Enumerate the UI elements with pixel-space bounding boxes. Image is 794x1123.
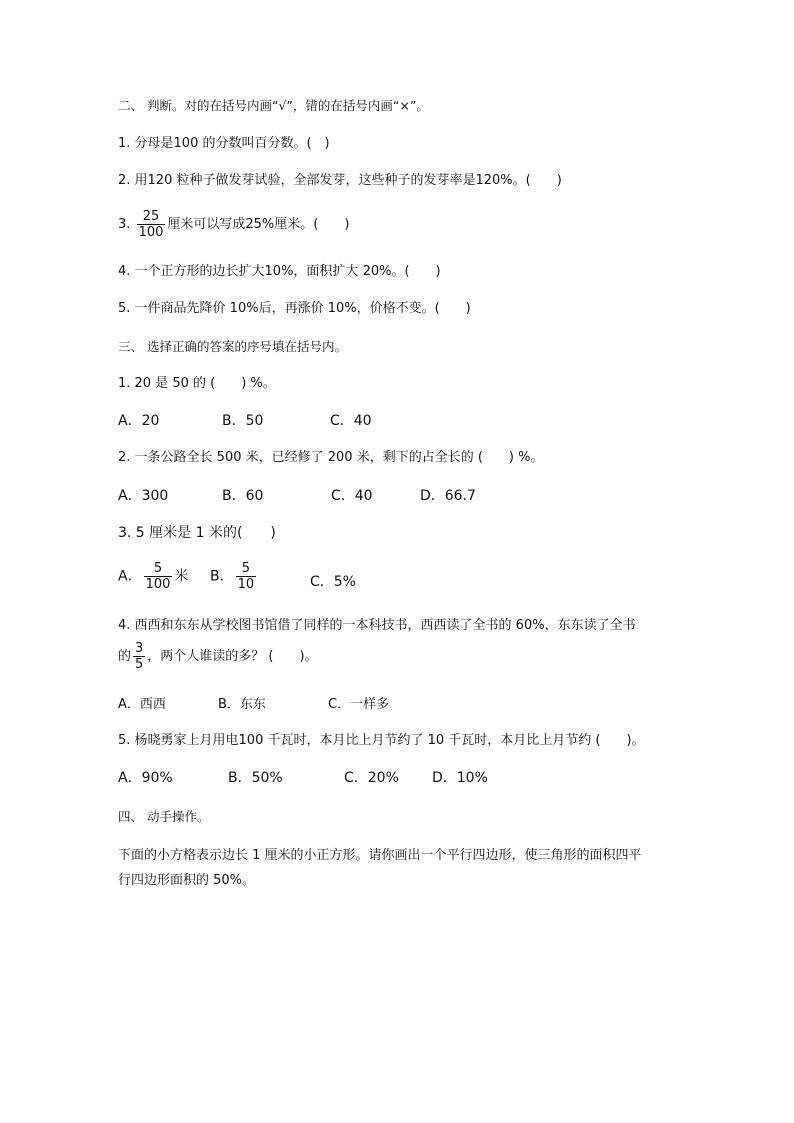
operation-line1: 下面的小方格表示边长 1 厘米的小正方形。请你画出一个平行四边形，使三角形的面积四平 (118, 848, 642, 863)
option-d: D．10% (432, 770, 488, 786)
section-3-title: 三、 选择正确的答案的序号填在括号内。 (118, 339, 347, 354)
option-c: C．40 (331, 488, 373, 504)
option-b (210, 562, 258, 591)
option-a (118, 562, 188, 591)
choice-q4-line2 (118, 642, 318, 671)
judge-q3-prefix: 3. (118, 217, 135, 233)
choice-q1: 1. 20 是 50 的 ( ) %。 (118, 376, 276, 391)
option-a-prefix: A． (118, 568, 142, 585)
fraction-numerator: 25 (142, 209, 160, 224)
section-4-title: 四、 动手操作。 (118, 809, 210, 824)
option-a: A．西西 (118, 697, 166, 712)
fraction-denominator: 100 (138, 224, 164, 240)
option-b: B．60 (222, 488, 264, 504)
option-a: A．20 (118, 413, 160, 429)
fraction-numerator: 3 (135, 641, 144, 656)
operation-line2: 行四边形面积的 50%。 (118, 873, 256, 888)
option-b-prefix: B． (210, 568, 234, 585)
fraction-numerator: 5 (153, 561, 163, 576)
option-a: A．90% (118, 770, 173, 786)
choice-q4-line1: 4. 西西和东东从学校图书馆借了同样的一本科技书，西西读了全书的 60%，东东读了全书 (118, 618, 636, 633)
fraction-25-100 (137, 210, 166, 239)
fraction-denominator: 5 (135, 656, 144, 672)
option-b: B．东东 (218, 697, 266, 712)
choice-q2: 2. 一条公路全长 500 米，已经修了 200 米，剩下的占全长的 ( ) %。 (118, 450, 544, 465)
choice-q4-line2-suffix: ，两个人谁读的多？ ( )。 (147, 649, 318, 665)
fraction-5-10 (236, 562, 257, 591)
option-c: C．一样多 (328, 697, 390, 712)
judge-q3-suffix: 厘米可以写成25%厘米。( ) (167, 217, 350, 233)
judge-q4: 4. 一个正方形的边长扩大10%，面积扩大 20%。( ) (118, 264, 441, 279)
fraction-5-100 (144, 562, 173, 591)
fraction-numerator: 5 (241, 561, 251, 576)
fraction-denominator: 10 (237, 576, 255, 592)
section-2-title: 二、 判断。对的在括号内画“√”，错的在括号内画“×”。 (118, 98, 429, 113)
fraction-denominator: 100 (145, 576, 171, 592)
option-c: C．5% (310, 574, 356, 590)
option-b: B．50 (222, 413, 264, 429)
judge-q2: 2. 用120 粒种子做发芽试验，全部发芽，这些种子的发芽率是120%。( ) (118, 173, 562, 188)
option-a: A．300 (118, 488, 169, 504)
judge-q5: 5. 一件商品先降价 10%后，再涨价 10%，价格不变。( ) (118, 301, 471, 316)
option-a-suffix: 米 (174, 568, 189, 585)
option-b: B．50% (228, 770, 283, 786)
choice-q4-line2-prefix: 的 (118, 649, 132, 665)
choice-q5: 5. 杨晓勇家上月用电100 千瓦时，本月比上月节约了 10 千瓦时，本月比上月节约 ( )。 (118, 733, 645, 748)
option-c: C．20% (344, 770, 399, 786)
judge-q1: 1. 分母是100 的分数叫百分数。( ) (118, 136, 330, 151)
option-c: C．40 (330, 413, 372, 429)
judge-q3 (118, 210, 349, 239)
choice-q3: 3. 5 厘米是 1 米的( ) (118, 525, 276, 541)
fraction-3-5 (133, 642, 145, 671)
option-d: D．66.7 (420, 488, 476, 504)
